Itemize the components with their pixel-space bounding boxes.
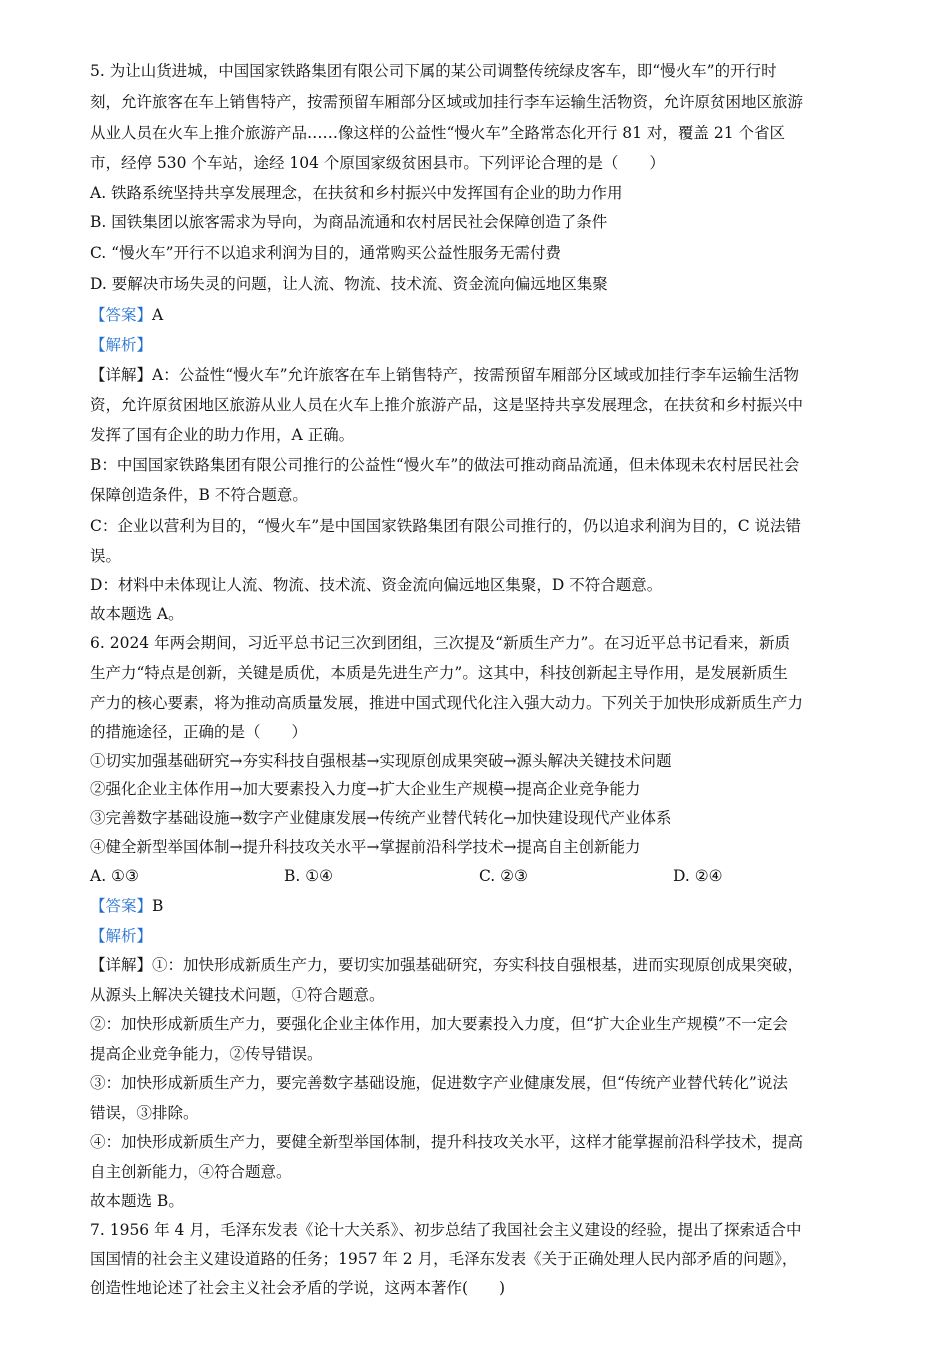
q7-stem-line-1: 7. 1956 年 4 月，毛泽东发表《论十大关系》、初步总结了我国社会主义建设的经验，提出了探索适合中 — [90, 1221, 802, 1239]
q6-detail-line-8: 自主创新能力，④符合题意。 — [90, 1163, 292, 1181]
q5-stem-line-2: 刻，允许旅客在车上销售特产，按需预留车厢部分区域或加挂行李车运输生活物资，允许原贫困地区旅游 — [90, 93, 804, 111]
q6-option-c: C. ②③ — [479, 867, 528, 885]
q5-answer — [90, 304, 163, 326]
q5-answer-tag: 【答案】 — [90, 306, 153, 324]
q5-detail-line-8: D：材料中未体现让人流、物流、技术流、资金流向偏远地区集聚，D 不符合题意。 — [90, 576, 663, 594]
q6-analysis-label: 【解析】 — [90, 927, 153, 945]
q6-detail-line-2: 从源头上解决关键技术问题，①符合题意。 — [90, 986, 385, 1004]
q7-stem-line-2: 国国情的社会主义建设道路的任务；1957 年 2 月，毛泽东发表《关于正确处理人民内部矛盾的问题》， — [90, 1250, 798, 1268]
q6-stem-line-4: 的措施途径，正确的是（ ） — [90, 723, 308, 741]
q7-stem-line-3: 创造性地论述了社会主义社会矛盾的学说，这两本著作( ) — [90, 1279, 506, 1297]
q5-option-d: D. 要解决市场失灵的问题，让人流、物流、技术流、资金流向偏远地区集聚 — [90, 275, 608, 293]
q6-options-row — [90, 865, 862, 887]
q5-answer-value: A — [152, 306, 164, 324]
q5-detail-line-6: C：企业以营利为目的，“慢火车”是中国国家铁路集团有限公司推行的，仍以追求利润为目的，C 说法错 — [90, 517, 801, 535]
q5-stem-line-4: 市，经停 530 个车站，途经 104 个原国家级贫困县市。下列评论合理的是（ ） — [90, 154, 665, 172]
q6-option-a: A. ①③ — [90, 867, 139, 885]
q5-option-c: C. “慢火车”开行不以追求利润为目的，通常购买公益性服务无需付费 — [90, 244, 562, 262]
q5-stem-line-3: 从业人员在火车上推介旅游产品……像这样的公益性“慢火车”全路常态化开行 81 对，覆盖 21 个省区 — [90, 124, 786, 142]
q5-detail-line-5: 保障创造条件，B 不符合题意。 — [90, 486, 308, 504]
q6-detail-line-6: 错误，③排除。 — [90, 1104, 199, 1122]
q5-stem-line-1: 5. 为让山货进城，中国国家铁路集团有限公司下属的某公司调整传统绿皮客车，即“慢火车”的开行时 — [90, 62, 777, 80]
q6-option-d: D. ②④ — [673, 867, 723, 885]
q6-option-b: B. ①④ — [284, 867, 334, 885]
q6-item-3: ③完善数字基础设施→数字产业健康发展→传统产业替代转化→加快建设现代产业体系 — [90, 809, 672, 827]
q5-detail-line-1 — [90, 364, 799, 386]
q6-answer — [90, 895, 163, 917]
q6-stem-line-2: 生产力“特点是创新，关键是质优，本质是先进生产力”。这其中，科技创新起主导作用，是发展新质生 — [90, 664, 788, 682]
q6-detail-line-3: ②：加快形成新质生产力，要强化企业主体作用，加大要素投入力度，但“扩大企业生产规模”不一定会 — [90, 1015, 788, 1033]
q6-item-1: ①切实加强基础研究→夯实科技自强根基→实现原创成果突破→源头解决关键技术问题 — [90, 752, 672, 770]
q6-answer-value: B — [152, 897, 164, 915]
q6-analysis-tag — [90, 925, 152, 947]
q5-option-a: A. 铁路系统坚持共享发展理念，在扶贫和乡村振兴中发挥国有企业的助力作用 — [90, 184, 623, 202]
q5-analysis-label: 【解析】 — [90, 336, 153, 354]
q6-detail-line-1 — [90, 954, 803, 976]
q6-conclusion: 故本题选 B。 — [90, 1192, 184, 1210]
q6-item-4: ④健全新型举国体制→提升科技攻关水平→掌握前沿科学技术→提高自主创新能力 — [90, 838, 641, 856]
q6-stem-line-1: 6. 2024 年两会期间，习近平总书记三次到团组，三次提及“新质生产力”。在习近平总书记看来，新质 — [90, 634, 790, 652]
q5-detail-text-1: A：公益性“慢火车”允许旅客在车上销售特产，按需预留车厢部分区域或加挂行李车运输生活物 — [152, 366, 800, 384]
q6-detail-line-4: 提高企业竞争能力，②传导错误。 — [90, 1045, 323, 1063]
q6-item-2: ②强化企业主体作用→加大要素投入力度→扩大企业生产规模→提高企业竞争能力 — [90, 780, 641, 798]
q5-option-b: B. 国铁集团以旅客需求为导向，为商品流通和农村居民社会保障创造了条件 — [90, 213, 608, 231]
q5-detail-tag: 【详解】 — [90, 366, 153, 384]
q6-detail-line-5: ③：加快形成新质生产力，要完善数字基础设施，促进数字产业健康发展，但“传统产业替代转化”说法 — [90, 1074, 788, 1092]
q5-detail-line-2: 资，允许原贫困地区旅游从业人员在火车上推介旅游产品，这是坚持共享发展理念，在扶贫和乡村振兴中 — [90, 396, 804, 414]
q5-conclusion: 故本题选 A。 — [90, 605, 184, 623]
q6-detail-tag: 【详解】 — [90, 956, 153, 974]
q5-detail-line-3: 发挥了国有企业的助力作用，A 正确。 — [90, 426, 355, 444]
q5-detail-line-7: 误。 — [90, 547, 122, 565]
q6-detail-line-7: ④：加快形成新质生产力，要健全新型举国体制，提升科技攻关水平，这样才能掌握前沿科学技术，提高 — [90, 1133, 804, 1151]
q5-detail-line-4: B：中国国家铁路集团有限公司推行的公益性“慢火车”的做法可推动商品流通，但未体现未农村居民社会 — [90, 456, 800, 474]
q6-stem-line-3: 产力的核心要素，将为推动高质量发展，推进中国式现代化注入强大动力。下列关于加快形成新质生产力 — [90, 694, 804, 712]
q6-detail-text-1: ①：加快形成新质生产力，要切实加强基础研究，夯实科技自强根基，进而实现原创成果突破， — [152, 956, 804, 974]
q6-answer-tag: 【答案】 — [90, 897, 153, 915]
q5-analysis-tag — [90, 334, 152, 356]
